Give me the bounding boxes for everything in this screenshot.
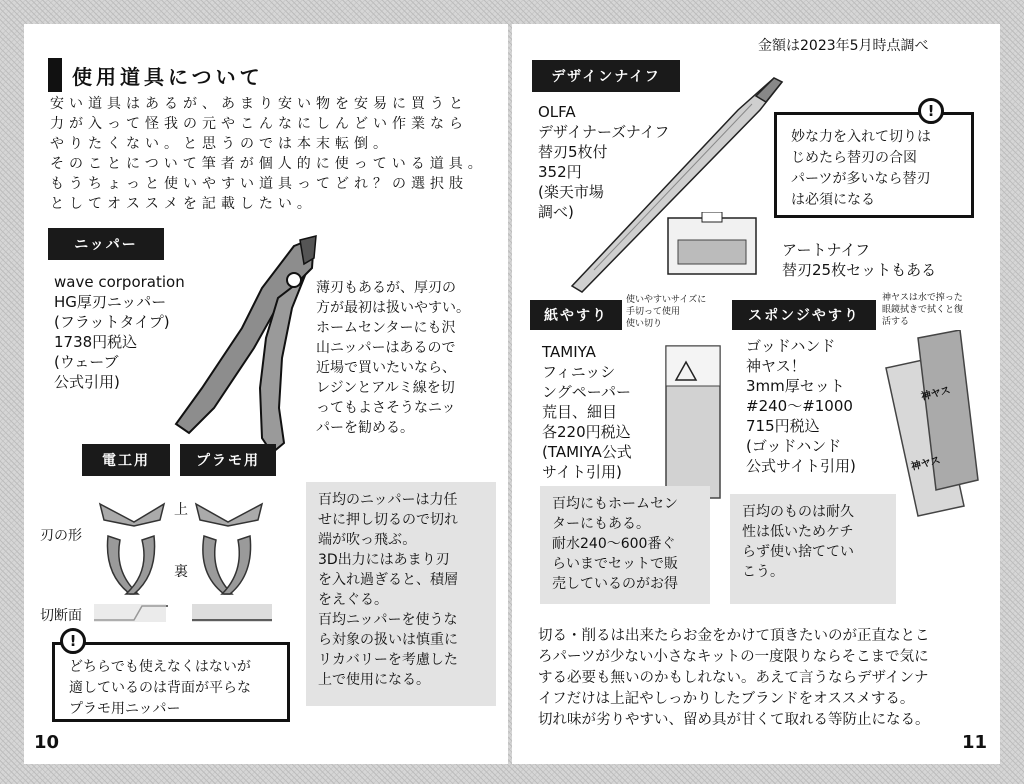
nipper-note: どちらでも使えなくはないが 適しているのは背面が平らな プラモ用ニッパー xyxy=(52,642,290,722)
puramo-label: プラモ用 xyxy=(180,444,276,476)
nipper-label: ニッパー xyxy=(48,228,164,260)
intro-text: 安い道具はあるが、あまり安い物を安易に買うと 力が入って怪我の元やこんなにしんどい作業なら やりたくない。と思うのでは本末転倒。 そのことについて筆者が個人的に使っている道具。 もうちょっと使いやすい道具ってどれ？の選択肢 としてオススメを記載したい。 xyxy=(50,96,487,212)
sponge-info: ゴッドハンド 神ヤス！ 3mm厚セット #240〜#1000 715円税込 (ゴッドハンド 公式サイト引用) xyxy=(746,337,856,475)
page-number-left: 10 xyxy=(34,732,60,753)
denko-label: 電工用 xyxy=(82,444,170,476)
sponge-note-small: 神ヤスは水で搾った 眼鏡拭きで拭くと復 活する xyxy=(882,293,964,327)
right-page xyxy=(512,24,1000,764)
page-title: 使用道具について xyxy=(72,64,264,89)
cut-surface-label: 切断面 xyxy=(40,608,82,624)
sponge-hyakkin-box: 百均のものは耐久 性は低いためケチ らず使い捨ててい こう。 xyxy=(730,494,896,604)
sponge-brand-1: 神ヤス xyxy=(920,385,952,403)
art-knife-info: アートナイフ 替刃25枚セットもある xyxy=(782,241,937,279)
paper-hyakkin-box: 百均にもホームセン ターにもある。 耐水240〜600番ぐ らいまでセットで販 売しているのがお得 xyxy=(540,486,710,604)
blade-back-label: 裏 xyxy=(174,564,188,580)
hyakkin-nipper-box: 百均のニッパーは力任 せに押し切るので切れ 端が吹っ飛ぶ。 3D出力にはあまり刃 を入れ過ぎると、積層 をえぐる。 百均ニッパーを使うな ら対象の扱いは慎重に リカバリーを考慮した 上で使用になる。 xyxy=(306,482,496,706)
knife-info: OLFA デザイナーズナイフ 替刃5枚付 352円 (楽天市場 調べ) xyxy=(538,103,670,221)
title-marker xyxy=(48,58,62,92)
blade-comparison-diagram xyxy=(94,494,274,624)
sandpaper-illustration xyxy=(664,342,724,502)
sponge-file-illustration xyxy=(882,330,982,520)
art-knife-case-illustration xyxy=(662,212,762,278)
sponge-brand-2: 神ヤス xyxy=(910,455,942,473)
left-page xyxy=(24,24,508,764)
price-date-note: 金額は2023年5月時点調べ xyxy=(758,38,929,54)
blade-shape-label: 刃の形 xyxy=(40,528,82,544)
paper-label: 紙やすり xyxy=(530,300,622,330)
knife-note: 妙な力を入れて切りは じめたら替刃の合図 パーツが多いなら替刃 は必須になる xyxy=(774,112,974,218)
sponge-label: スポンジやすり xyxy=(732,300,876,330)
nipper-info: wave corporation HG厚刃ニッパー (フラットタイプ) 1738円税込 (ウェーブ 公式引用) xyxy=(54,273,185,391)
page-number-right: 11 xyxy=(962,732,988,753)
summary-text: 切る・削るは出来たらお金をかけて頂きたいのが正直なとこ ろパーツが少ない小さなキットの一度限りならそこまで気に する必要も無いのかもしれない。あえて言うならデザインナ イフだけは上記やしっかりしたブランドをオススメする。 切れ味が劣りやすい、留め具が甘くて取れる等防止になる。 xyxy=(538,628,930,728)
nipper-illustration xyxy=(154,228,324,458)
alert-icon: ! xyxy=(60,628,86,654)
alert-icon-right: ! xyxy=(918,98,944,124)
knife-label: デザインナイフ xyxy=(532,60,680,92)
blade-front-label: 上 xyxy=(174,502,188,518)
paper-note-small: 使いやすいサイズに 手切って使用 使い切り xyxy=(626,295,707,329)
section-title xyxy=(48,58,264,92)
paper-info: TAMIYA フィニッシ ングペーパー 荒目、細目 各220円税込 (TAMIYA公式 サイト引用) xyxy=(542,343,632,481)
nipper-description: 薄刃もあるが、厚刃の 方が最初は扱いやすい。 ホームセンターにも沢 山ニッパーはあるので 近場で買いたいなら、 レジンとアルミ線を切 ってもよさそうなニッ パーを勧める。 xyxy=(316,280,470,436)
